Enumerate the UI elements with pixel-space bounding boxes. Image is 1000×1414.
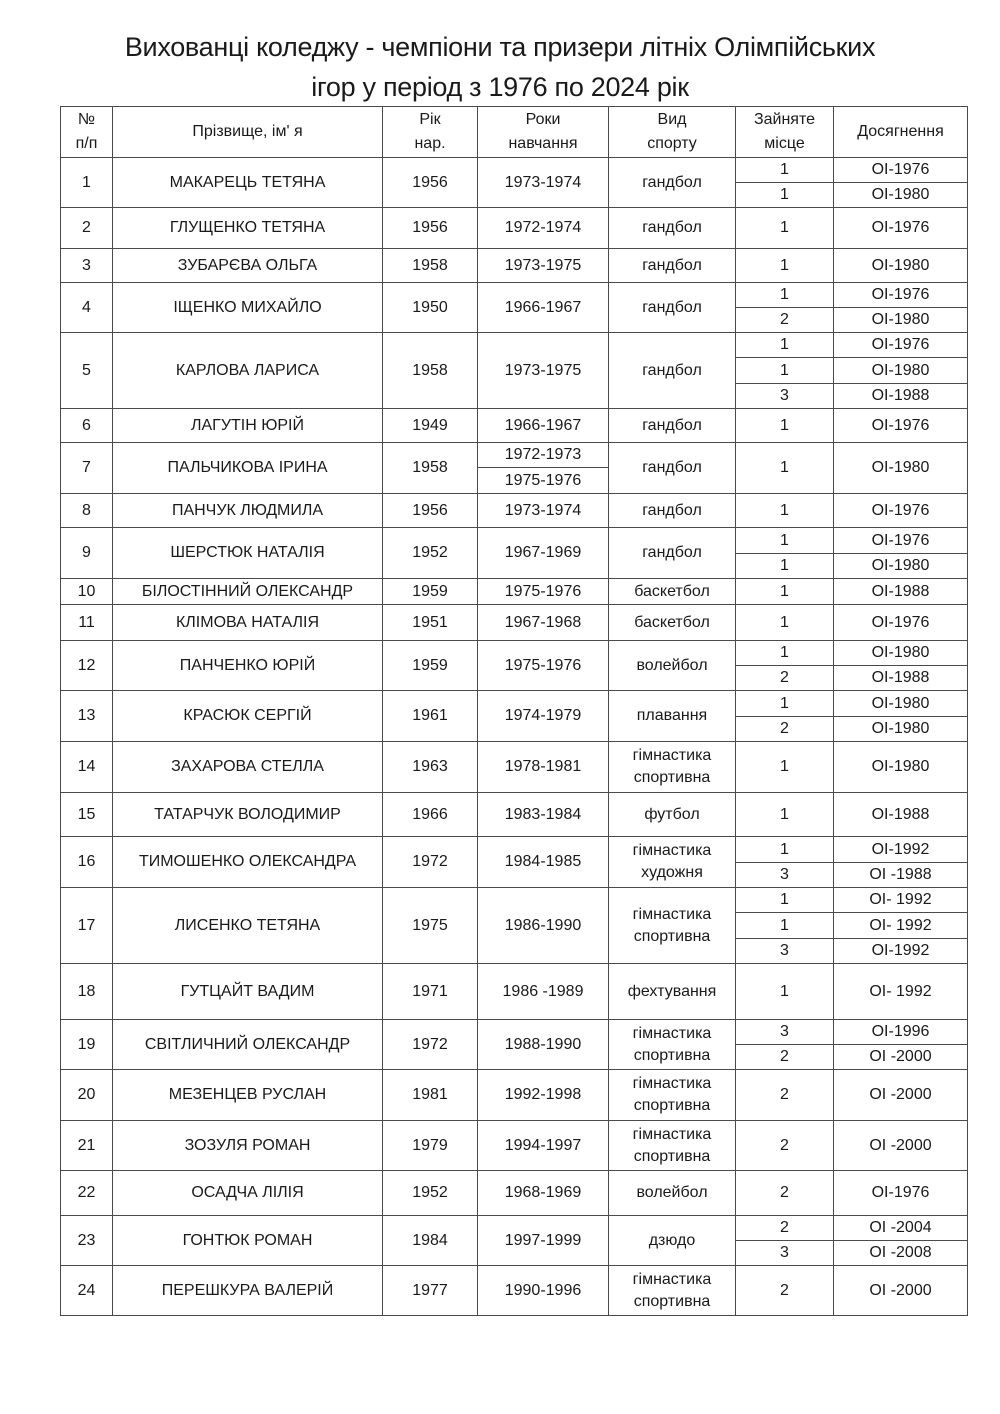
sport-type — [609, 641, 736, 691]
sport-type — [609, 1070, 736, 1121]
row-number: 11 — [61, 605, 113, 641]
sport-type — [609, 605, 736, 641]
birth-year: 1952 — [383, 528, 478, 579]
achievement: OI-1976 — [834, 208, 968, 249]
birth-year: 1984 — [383, 1216, 478, 1266]
study-years: 1983-1984 — [478, 793, 609, 837]
athlete-name: ПАЛЬЧИКОВА ІРИНА — [113, 443, 383, 494]
place: 3 — [736, 863, 834, 888]
table-row — [61, 579, 968, 605]
athlete-name: ЛИСЕНКО ТЕТЯНА — [113, 888, 383, 964]
achievement: OI-1992 — [834, 939, 968, 964]
sport-line: спортивна — [633, 927, 711, 945]
study-years: 1986-1990 — [478, 888, 609, 964]
sport-line: волейбол — [636, 656, 708, 674]
athlete-name: ПЕРЕШКУРА ВАЛЕРІЙ — [113, 1266, 383, 1316]
achievement: OI -2008 — [834, 1241, 968, 1266]
achievement: OI-1980 — [834, 358, 968, 384]
table-row — [61, 691, 968, 717]
table-row — [61, 1121, 968, 1171]
study-years: 1973-1974 — [478, 494, 609, 528]
place: 1 — [736, 158, 834, 183]
place: 2 — [736, 1216, 834, 1241]
athlete-name: СВІТЛИЧНИЙ ОЛЕКСАНДР — [113, 1020, 383, 1070]
athlete-name: ГУТЦАЙТ ВАДИМ — [113, 964, 383, 1020]
athlete-name: МАКАРЕЦЬ ТЕТЯНА — [113, 158, 383, 208]
sport-type — [609, 888, 736, 964]
athlete-name: ІЩЕНКО МИХАЙЛО — [113, 283, 383, 333]
athlete-name: ОСАДЧА ЛІЛІЯ — [113, 1171, 383, 1216]
achievement: OI-1976 — [834, 283, 968, 308]
sport-line: баскетбол — [634, 582, 710, 600]
table-row — [61, 249, 968, 283]
achievement: OI -2000 — [834, 1045, 968, 1070]
achievement: OI-1980 — [834, 691, 968, 717]
birth-year: 1959 — [383, 579, 478, 605]
row-number: 21 — [61, 1121, 113, 1171]
table-row — [61, 494, 968, 528]
achievement: OI-1980 — [834, 554, 968, 579]
sport-line: гандбол — [642, 298, 702, 316]
table-row — [61, 528, 968, 554]
table-body — [61, 158, 968, 1316]
birth-year: 1977 — [383, 1266, 478, 1316]
row-number: 9 — [61, 528, 113, 579]
sport-line: гімнастика — [632, 1075, 712, 1092]
sport-line: спортивна — [633, 1292, 711, 1310]
place: 1 — [736, 528, 834, 554]
place: 1 — [736, 742, 834, 793]
sport-type — [609, 1121, 736, 1171]
study-years: 1972-1974 — [478, 208, 609, 249]
sport-line: спортивна — [633, 769, 711, 786]
sport-type — [609, 283, 736, 333]
birth-year: 1972 — [383, 1020, 478, 1070]
study-years: 1975-1976 — [478, 579, 609, 605]
achievement: OI-1976 — [834, 528, 968, 554]
athlete-name: ЗОЗУЛЯ РОМАН — [113, 1121, 383, 1171]
row-number: 14 — [61, 742, 113, 793]
place: 2 — [736, 1070, 834, 1121]
table-row — [61, 283, 968, 308]
achievement: OI-1980 — [834, 443, 968, 494]
birth-year: 1956 — [383, 494, 478, 528]
athlete-name: ШЕРСТЮК НАТАЛІЯ — [113, 528, 383, 579]
place: 2 — [736, 308, 834, 333]
header-study-years: Роки навчання — [478, 107, 609, 158]
place: 1 — [736, 409, 834, 443]
sport-line: гандбол — [642, 256, 702, 274]
achievement: OI-1992 — [834, 837, 968, 863]
sport-line: фехтування — [627, 982, 717, 1000]
sport-type — [609, 837, 736, 888]
study-years: 1972-1973 — [478, 443, 609, 468]
study-years: 1997-1999 — [478, 1216, 609, 1266]
birth-year: 1975 — [383, 888, 478, 964]
achievement: OI-1980 — [834, 717, 968, 742]
document-title-line-1: Вихованці коледжу - чемпіони та призери літніх Олімпійських — [124, 32, 876, 62]
sport-type — [609, 249, 736, 283]
place: 2 — [736, 1266, 834, 1316]
table-row — [61, 1020, 968, 1045]
sport-line: гандбол — [642, 459, 702, 476]
sport-type — [609, 158, 736, 208]
sport-type — [609, 964, 736, 1020]
birth-year: 1972 — [383, 837, 478, 888]
study-years: 1974-1979 — [478, 691, 609, 742]
achievement: OI- 1992 — [834, 913, 968, 939]
birth-year: 1958 — [383, 443, 478, 494]
table-row — [61, 333, 968, 358]
table-row — [61, 837, 968, 863]
athlete-name: МЕЗЕНЦЕВ РУСЛАН — [113, 1070, 383, 1121]
study-years: 1975-1976 — [478, 641, 609, 691]
row-number: 24 — [61, 1266, 113, 1316]
sport-line: гандбол — [642, 416, 702, 434]
place: 1 — [736, 837, 834, 863]
place: 1 — [736, 554, 834, 579]
athlete-name: ЗУБАРЄВА ОЛЬГА — [113, 249, 383, 283]
sport-line: гімнастика — [632, 842, 712, 859]
birth-year: 1952 — [383, 1171, 478, 1216]
achievement: OI-1988 — [834, 793, 968, 837]
row-number: 23 — [61, 1216, 113, 1266]
sport-line: баскетбол — [634, 613, 710, 631]
achievement: OI-1976 — [834, 494, 968, 528]
sport-line: спортивна — [633, 1147, 711, 1165]
place: 3 — [736, 1020, 834, 1045]
header-name: Прізвище, ім' я — [113, 107, 383, 158]
study-years: 1978-1981 — [478, 742, 609, 793]
place: 3 — [736, 939, 834, 964]
row-number: 19 — [61, 1020, 113, 1070]
athlete-name: ГЛУЩЕНКО ТЕТЯНА — [113, 208, 383, 249]
table-row — [61, 443, 968, 468]
row-number: 10 — [61, 579, 113, 605]
achievement: OI -2004 — [834, 1216, 968, 1241]
olympians-table — [60, 106, 968, 1316]
row-number: 13 — [61, 691, 113, 742]
sport-line: гімнастика — [632, 1125, 712, 1143]
achievement: OI -2000 — [834, 1121, 968, 1171]
sport-type — [609, 1216, 736, 1266]
sport-line: спортивна — [633, 1046, 711, 1064]
table-row — [61, 409, 968, 443]
birth-year: 1961 — [383, 691, 478, 742]
place: 1 — [736, 183, 834, 208]
athlete-name: ЛАГУТІН ЮРІЙ — [113, 409, 383, 443]
athlete-name: ТИМОШЕНКО ОЛЕКСАНДРА — [113, 837, 383, 888]
achievement: OI-1976 — [834, 333, 968, 358]
table-row — [61, 641, 968, 666]
study-years: 1967-1968 — [478, 605, 609, 641]
table-row — [61, 1171, 968, 1216]
place: 2 — [736, 666, 834, 691]
place: 1 — [736, 964, 834, 1020]
study-years: 1967-1969 — [478, 528, 609, 579]
row-number: 2 — [61, 208, 113, 249]
achievement: OI-1988 — [834, 384, 968, 409]
place: 1 — [736, 888, 834, 913]
birth-year: 1971 — [383, 964, 478, 1020]
sport-line: плавання — [636, 707, 708, 724]
study-years: 1973-1975 — [478, 333, 609, 409]
study-years: 1992-1998 — [478, 1070, 609, 1121]
achievement: OI-1980 — [834, 641, 968, 666]
place: 1 — [736, 208, 834, 249]
study-years: 1984-1985 — [478, 837, 609, 888]
achievement: OI -2000 — [834, 1070, 968, 1121]
study-years: 1994-1997 — [478, 1121, 609, 1171]
achievement: OI-1980 — [834, 742, 968, 793]
header-number: № п/п — [61, 107, 113, 158]
sport-type — [609, 333, 736, 409]
table-row — [61, 605, 968, 641]
sport-type — [609, 793, 736, 837]
study-years: 1988-1990 — [478, 1020, 609, 1070]
athlete-name: ПАНЧЕНКО ЮРІЙ — [113, 641, 383, 691]
birth-year: 1956 — [383, 208, 478, 249]
place: 1 — [736, 443, 834, 494]
place: 1 — [736, 333, 834, 358]
place: 1 — [736, 605, 834, 641]
sport-line: спортивна — [633, 1097, 711, 1114]
sport-line: гімнастика — [632, 1270, 712, 1288]
row-number: 20 — [61, 1070, 113, 1121]
sport-line: гімнастика — [632, 1024, 712, 1042]
place: 3 — [736, 384, 834, 409]
athlete-name: БІЛОСТІННИЙ ОЛЕКСАНДР — [113, 579, 383, 605]
achievement: OI- 1992 — [834, 888, 968, 913]
study-years: 1986 -1989 — [478, 964, 609, 1020]
achievement: OI -2000 — [834, 1266, 968, 1316]
birth-year: 1981 — [383, 1070, 478, 1121]
sport-line: гімнастика — [632, 905, 712, 923]
table-row — [61, 888, 968, 913]
achievement: OI-1976 — [834, 409, 968, 443]
row-number: 6 — [61, 409, 113, 443]
achievement: OI-1976 — [834, 158, 968, 183]
athlete-name: КЛІМОВА НАТАЛІЯ — [113, 605, 383, 641]
table-row — [61, 1070, 968, 1121]
study-years: 1966-1967 — [478, 283, 609, 333]
athlete-name: КРАСЮК СЕРГІЙ — [113, 691, 383, 742]
row-number: 15 — [61, 793, 113, 837]
achievement: OI-1976 — [834, 1171, 968, 1216]
study-years: 1973-1975 — [478, 249, 609, 283]
row-number: 4 — [61, 283, 113, 333]
document-title-line-2: ігор у період з 1976 по 2024 рік — [311, 72, 689, 102]
achievement: OI-1980 — [834, 249, 968, 283]
achievement: OI-1980 — [834, 308, 968, 333]
row-number: 8 — [61, 494, 113, 528]
athlete-name: ПАНЧУК ЛЮДМИЛА — [113, 494, 383, 528]
sport-type — [609, 579, 736, 605]
athlete-name: ЗАХАРОВА СТЕЛЛА — [113, 742, 383, 793]
table-row — [61, 208, 968, 249]
sport-line: гандбол — [642, 544, 702, 561]
birth-year: 1956 — [383, 158, 478, 208]
table-row — [61, 964, 968, 1020]
row-number: 7 — [61, 443, 113, 494]
row-number: 1 — [61, 158, 113, 208]
sport-line: гандбол — [642, 219, 702, 236]
birth-year: 1959 — [383, 641, 478, 691]
place: 2 — [736, 1171, 834, 1216]
sport-type — [609, 494, 736, 528]
achievement: OI- 1992 — [834, 964, 968, 1020]
athlete-name: ГОНТЮК РОМАН — [113, 1216, 383, 1266]
row-number: 12 — [61, 641, 113, 691]
birth-year: 1958 — [383, 333, 478, 409]
row-number: 17 — [61, 888, 113, 964]
row-number: 22 — [61, 1171, 113, 1216]
row-number: 16 — [61, 837, 113, 888]
study-years: 1968-1969 — [478, 1171, 609, 1216]
place: 1 — [736, 494, 834, 528]
sport-type — [609, 691, 736, 742]
sport-line: гандбол — [642, 361, 702, 379]
sport-type — [609, 1171, 736, 1216]
sport-line: волейбол — [636, 1184, 708, 1201]
table-row — [61, 1216, 968, 1241]
place: 1 — [736, 641, 834, 666]
athlete-name: КАРЛОВА ЛАРИСА — [113, 333, 383, 409]
study-years: 1990-1996 — [478, 1266, 609, 1316]
place: 2 — [736, 1121, 834, 1171]
row-number: 5 — [61, 333, 113, 409]
study-years: 1973-1974 — [478, 158, 609, 208]
achievement: OI-1976 — [834, 605, 968, 641]
place: 1 — [736, 249, 834, 283]
row-number: 18 — [61, 964, 113, 1020]
place: 1 — [736, 691, 834, 717]
sport-type — [609, 1266, 736, 1316]
athlete-name: ТАТАРЧУК ВОЛОДИМИР — [113, 793, 383, 837]
sport-type — [609, 208, 736, 249]
birth-year: 1963 — [383, 742, 478, 793]
birth-year: 1958 — [383, 249, 478, 283]
place: 1 — [736, 913, 834, 939]
study-years: 1975-1976 — [478, 468, 609, 494]
achievement: OI-1988 — [834, 579, 968, 605]
header-place: Зайняте місце — [736, 107, 834, 158]
place: 2 — [736, 1045, 834, 1070]
achievement: OI -1988 — [834, 863, 968, 888]
sport-line: гандбол — [642, 501, 702, 519]
table-header-row — [61, 107, 968, 158]
achievement: OI-1996 — [834, 1020, 968, 1045]
place: 1 — [736, 579, 834, 605]
row-number: 3 — [61, 249, 113, 283]
table-row — [61, 742, 968, 793]
achievement: OI-1988 — [834, 666, 968, 691]
sport-type — [609, 528, 736, 579]
sport-line: дзюдо — [648, 1231, 696, 1249]
birth-year: 1950 — [383, 283, 478, 333]
birth-year: 1966 — [383, 793, 478, 837]
birth-year: 1951 — [383, 605, 478, 641]
header-sport: Вид спорту — [609, 107, 736, 158]
header-birth-year: Рік нар. — [383, 107, 478, 158]
birth-year: 1979 — [383, 1121, 478, 1171]
header-achievement: Досягнення — [834, 107, 968, 158]
place: 1 — [736, 283, 834, 308]
sport-line: гандбол — [642, 173, 702, 191]
table-row — [61, 158, 968, 183]
place: 3 — [736, 1241, 834, 1266]
study-years: 1966-1967 — [478, 409, 609, 443]
sport-type — [609, 409, 736, 443]
sport-line: футбол — [644, 805, 700, 823]
achievement: OI-1980 — [834, 183, 968, 208]
table-row — [61, 793, 968, 837]
sport-type — [609, 443, 736, 494]
place: 1 — [736, 793, 834, 837]
sport-type — [609, 742, 736, 793]
sport-line: художня — [641, 864, 703, 881]
table-row — [61, 1266, 968, 1316]
birth-year: 1949 — [383, 409, 478, 443]
place: 1 — [736, 358, 834, 384]
sport-line: гімнастика — [632, 747, 712, 764]
place: 2 — [736, 717, 834, 742]
sport-type — [609, 1020, 736, 1070]
